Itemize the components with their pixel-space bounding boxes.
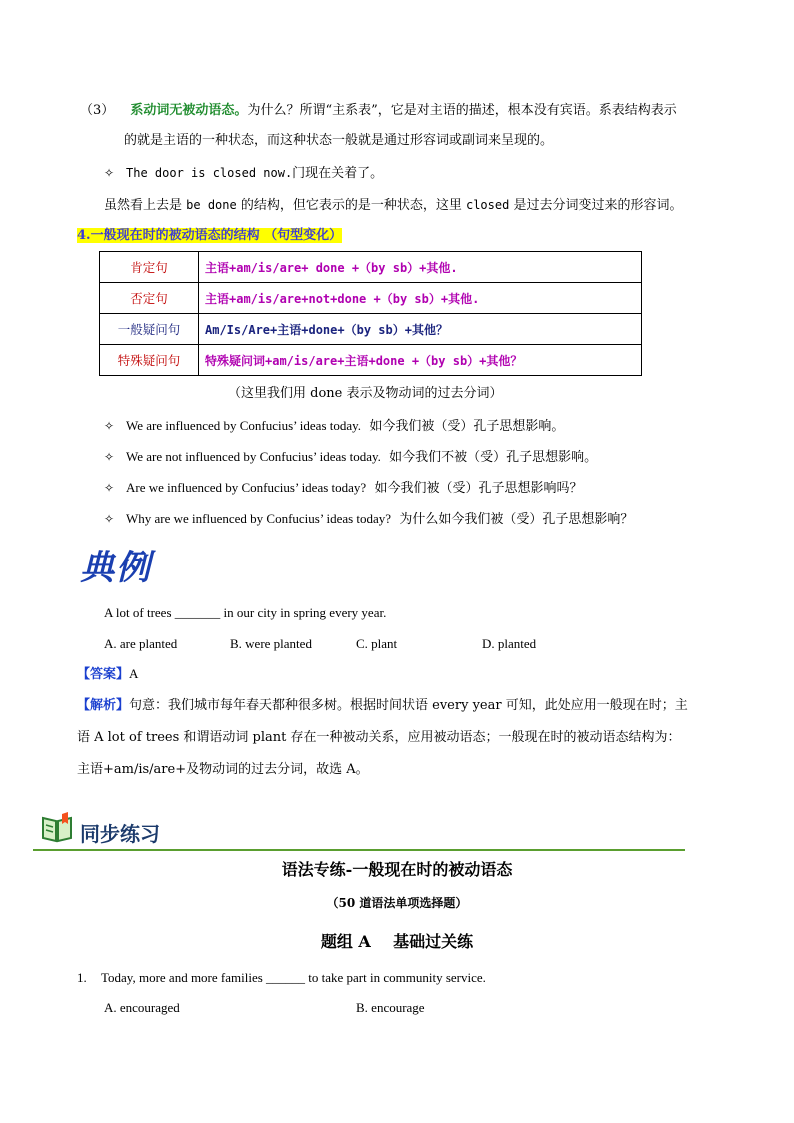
analysis-tag: 【解析】 [77,698,130,713]
note-code-d: closed [465,198,510,212]
table-row [100,314,642,345]
row-formula: 特殊疑问词+am/is/are+主语+done +（by sb）+其他？ [199,345,642,376]
answer-line [77,664,138,685]
example-chinese: 为什么如今我们被（受）孔子思想影响？ [399,512,634,527]
heading-4 [77,226,342,246]
option-a: A. are planted [104,636,178,651]
paragraph-3-line1 [80,101,677,121]
q1-option-b: B. encourage [356,1000,425,1015]
bullet-icon: ✧ [104,450,115,464]
bullet-icon: ✧ [104,419,115,433]
practice-title: 语法专练-一般现在时的被动语态 [281,860,513,879]
book-icon [40,810,74,844]
heading-4-text: 4.一般现在时的被动语态的结构 （句型变化） [77,228,343,243]
paragraph-number: （3） [80,103,115,118]
paragraph-3-line2: 的就是主语的一种状态，而这种状态一般就是通过形容词或副词来呈现的。 [124,133,554,148]
option-b: B. were planted [230,636,312,651]
row-label: 一般疑问句 [100,314,199,345]
row-formula: 主语+am/is/are+not+done +（by sb）+其他. [199,283,642,314]
note-text-e: 是过去分词变过来的形容词。 [509,198,683,213]
example-english: We are influenced by Confucius’ ideas today. [126,418,362,433]
practice-subtitle: （50 道语法单项选择题） [326,896,468,910]
table-row [100,283,642,314]
example-line [104,447,597,468]
question-stem: A lot of trees _______ in our city in spring every year. [104,605,387,620]
example-line [104,478,582,499]
answer-value: A [129,666,139,681]
example-line [104,416,564,437]
bullet-icon: ✧ [104,512,115,526]
example-chinese: 如今我们不被（受）孔子思想影响。 [389,450,598,465]
example-chinese: 如今我们被（受）孔子思想影响。 [369,419,565,434]
analysis-line1 [77,696,688,716]
section-divider [33,849,685,851]
group-title: 题组 A 基础过关练 [320,932,474,951]
example-line [104,509,633,530]
row-label: 肯定句 [100,252,199,283]
note-code-b: be done [186,198,237,212]
q1-stem: Today, more and more families ______ to take part in community service. [101,970,486,985]
key-phrase: 系动词无被动语态。 [130,103,248,118]
bullet-icon: ✧ [104,481,115,495]
structure-table [99,251,642,376]
example-logo: 典例 [80,548,152,588]
option-c: C. plant [356,636,398,651]
analysis-text: 句意：我们城市每年春天都种很多树。根据时间状语 every year 可知，此处应用一般现在时；主 [129,698,688,713]
example-english: Why are we influenced by Confucius’ ideas today? [126,511,392,526]
note-text-c: 的结构，但它表示的是一种状态，这里 [236,198,466,213]
example-chinese: 如今我们被（受）孔子思想影响吗？ [374,481,583,496]
row-formula: 主语+am/is/are+ done +（by sb）+其他. [199,252,642,283]
section-title: 同步练习 [80,822,160,846]
example-door [104,163,383,184]
row-label: 特殊疑问句 [100,345,199,376]
row-label: 否定句 [100,283,199,314]
example-english: The door is closed now. [126,166,293,180]
paragraph-text: 为什么？所谓“主系表”，它是对主语的描述，根本没有宾语。系表结构表示 [247,103,677,118]
analysis-line2: 语 A lot of trees 和谓语动词 plant 存在一种被动关系，应用被动语态；一般现在时的被动语态结构为： [77,730,681,745]
q1-option-a: A. encouraged [104,1000,180,1015]
table-row [100,252,642,283]
option-d: D. planted [482,636,537,651]
example-english: Are we influenced by Confucius’ ideas today? [126,480,367,495]
analysis-line3: 主语+am/is/are+及物动词的过去分词，故选 A。 [77,762,369,777]
example-english: We are not influenced by Confucius’ ideas today. [126,449,381,464]
table-caption: （这里我们用 done 表示及物动词的过去分词） [228,386,503,401]
table-row [100,345,642,376]
bullet-icon: ✧ [104,166,115,180]
answer-tag: 【答案】 [77,667,130,682]
row-formula: Am/Is/Are+主语+done+（by sb）+其他？ [199,314,642,345]
note-text-a: 虽然看上去是 [104,198,187,213]
q1-number: 1. [77,970,87,985]
example-chinese: 门现在关着了。 [292,166,384,181]
note-be-done [104,195,682,216]
